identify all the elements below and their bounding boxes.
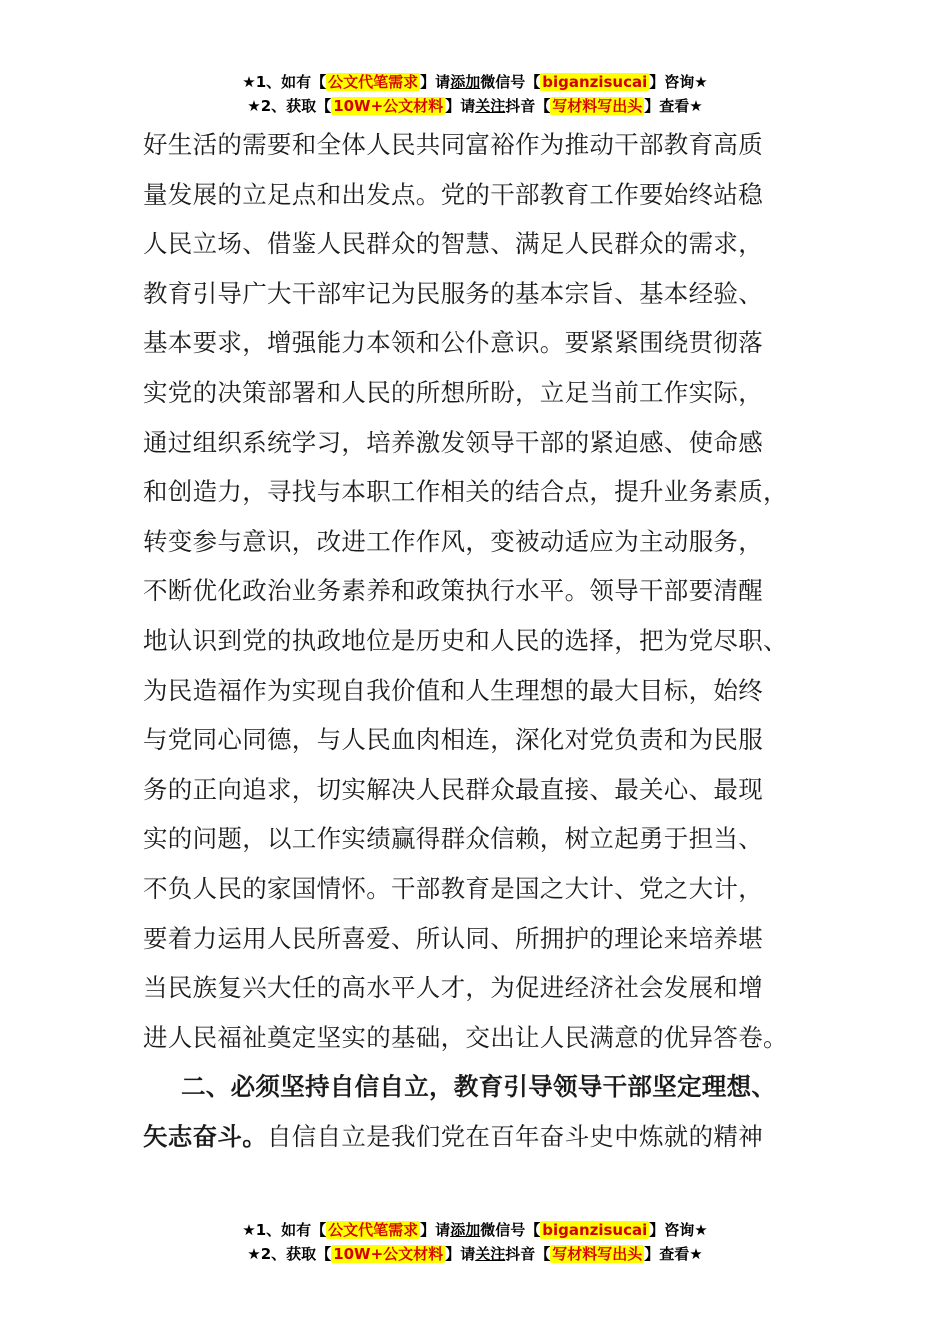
section-heading-tail: 矢志奋斗。	[143, 1121, 267, 1151]
paragraph-line: 不负人民的家国情怀。干部教育是国之大计、党之大计，	[143, 873, 763, 903]
underlined-text: 关注	[475, 1245, 506, 1263]
highlight-service: 公文代笔需求	[328, 73, 419, 91]
banner-line-2	[0, 1242, 950, 1266]
banner-text: ★1、如有【	[242, 1221, 327, 1239]
paragraph-line: 进人民福祉奠定坚实的基础，交出让人民满意的优异答卷。	[143, 1022, 788, 1052]
highlight-douyin-account: 写材料写出头	[552, 1245, 643, 1263]
banner-text: ★2、获取【	[247, 1245, 332, 1263]
document-body	[143, 120, 823, 1161]
section-heading-continuation	[143, 1112, 823, 1162]
underlined-text: 关注	[475, 97, 506, 115]
highlight-douyin-account: 写材料写出头	[552, 97, 643, 115]
footer-banner	[0, 1218, 950, 1266]
banner-text: 】查看★	[644, 1245, 703, 1263]
underlined-text: 添加	[450, 73, 481, 91]
section-heading: 二、必须坚持自信自立，教育引导领导干部坚定理想、	[181, 1072, 777, 1102]
paragraph-line: 当民族复兴大任的高水平人才，为促进经济社会发展和增	[143, 973, 763, 1003]
banner-text: 抖音【	[505, 97, 551, 115]
banner-text: 抖音【	[505, 1245, 551, 1263]
banner-text: 】请	[445, 97, 476, 115]
banner-line-1	[0, 1218, 950, 1242]
banner-text: 】咨询★	[649, 73, 708, 91]
paragraph-line: 量发展的立足点和出发点。党的干部教育工作要始终站稳	[143, 179, 763, 209]
paragraph-line: 地认识到党的执政地位是历史和人民的选择，把为党尽职、	[143, 625, 788, 655]
banner-text: 】请	[420, 1221, 451, 1239]
highlight-materials: 10W+公文材料	[333, 1245, 444, 1263]
highlight-wechat-id: biganzisucai	[542, 73, 648, 91]
paragraph-line: 基本要求，增强能力本领和公仆意识。要紧紧围绕贯彻落	[143, 328, 763, 358]
paragraph-line: 实党的决策部署和人民的所想所盼，立足当前工作实际，	[143, 377, 763, 407]
banner-text: 】请	[445, 1245, 476, 1263]
banner-text: 】查看★	[644, 97, 703, 115]
paragraph-line: 实的问题，以工作实绩赢得群众信赖，树立起勇于担当、	[143, 824, 763, 854]
paragraph-line: 转变参与意识，改进工作作风，变被动适应为主动服务，	[143, 526, 763, 556]
paragraph-line: 好生活的需要和全体人民共同富裕作为推动干部教育高质	[143, 130, 763, 159]
highlight-wechat-id: biganzisucai	[542, 1221, 648, 1239]
banner-text: 微信号【	[480, 1221, 541, 1239]
paragraph-line: 要着力运用人民所喜爱、所认同、所拥护的理论来培养堪	[143, 923, 763, 953]
banner-text: 】咨询★	[649, 1221, 708, 1239]
highlight-materials: 10W+公文材料	[333, 97, 444, 115]
paragraph-line: 与党同心同德，与人民血肉相连，深化对党负责和为民服	[143, 725, 763, 755]
banner-line-1	[0, 70, 950, 94]
banner-text: 】请	[420, 73, 451, 91]
underlined-text: 添加	[450, 1221, 481, 1239]
banner-text: 微信号【	[480, 73, 541, 91]
paragraph-line: 通过组织系统学习，培养激发领导干部的紧迫感、使命感	[143, 427, 763, 457]
paragraph-line: 务的正向追求，切实解决人民群众最直接、最关心、最现	[143, 774, 763, 804]
banner-line-2	[0, 94, 950, 118]
paragraph-line: 不断优化政治业务素养和政策执行水平。领导干部要清醒	[143, 576, 763, 606]
banner-text: ★1、如有【	[242, 73, 327, 91]
highlight-service: 公文代笔需求	[328, 1221, 419, 1239]
paragraph-line: 为民造福作为实现自我价值和人生理想的最大目标，始终	[143, 675, 763, 705]
banner-text: ★2、获取【	[247, 97, 332, 115]
paragraph-line: 和创造力，寻找与本职工作相关的结合点，提升业务素质，	[143, 477, 788, 507]
paragraph-text: 自信自立是我们党在百年奋斗史中炼就的精神	[267, 1121, 763, 1151]
header-banner	[0, 70, 950, 118]
paragraph-line: 人民立场、借鉴人民群众的智慧、满足人民群众的需求，	[143, 229, 763, 259]
paragraph-line: 教育引导广大干部牢记为民服务的基本宗旨、基本经验、	[143, 278, 763, 308]
